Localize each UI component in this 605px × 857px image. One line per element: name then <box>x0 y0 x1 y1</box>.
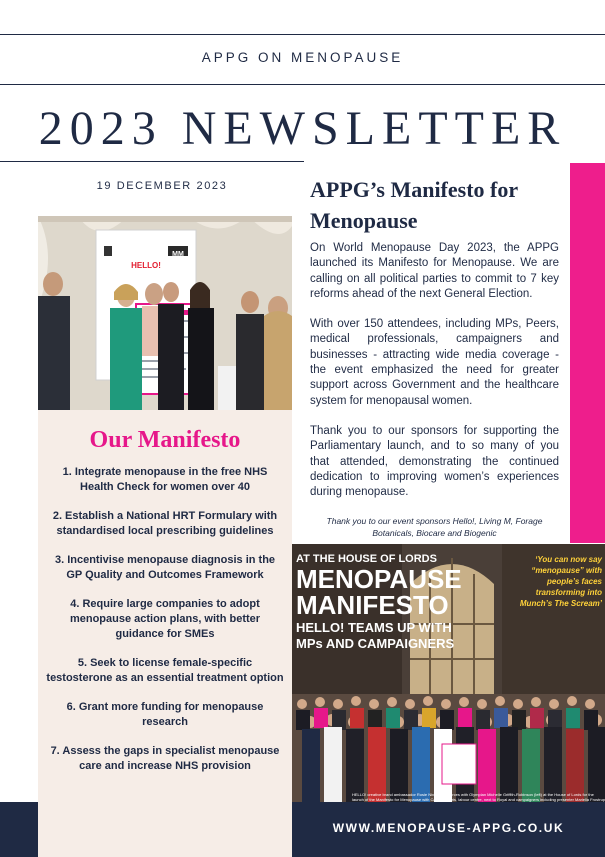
sponsors-note: Thank you to our event sponsors Hello!, Living M, Forage Botanicals, Biocare and Biogenic <box>326 516 543 538</box>
manifesto-item: 2. Establish a National HRT Formulary with standardised local prescribing guidelines <box>52 510 278 537</box>
clipping-line: AT THE HOUSE OF LORDS <box>296 553 437 565</box>
manifesto-list <box>46 465 284 788</box>
footer-left-block <box>0 802 38 857</box>
article-paragraph: Thank you to our sponsors for supporting the Parliamentary launch, and to so many of you that attended, demonstrating the continued dedication to improving women’s experiences during menopause. <box>310 424 559 499</box>
event-photo <box>38 216 292 410</box>
brand-mark: MM <box>172 251 184 258</box>
article-body <box>310 241 559 515</box>
manifesto-item: 3. Incentivise menopause diagnosis in the GP Quality and Outcomes Framework <box>54 554 276 581</box>
article-paragraph: On World Menopause Day 2023, the APPG launched its Manifesto for Menopause. We are calling on all political parties to commit to 7 key reforms ahead of the next General Election. <box>310 242 559 300</box>
clipping-line: MPs AND CAMPAIGNERS <box>296 636 455 651</box>
title-underline <box>0 161 304 162</box>
clipping-quote-line: “menopause” with <box>531 566 602 575</box>
manifesto-panel <box>38 410 292 857</box>
newsletter-title: 2023 NEWSLETTER <box>38 102 567 155</box>
manifesto-item: 1. Integrate menopause in the free NHS Health Check for women over 40 <box>62 466 268 493</box>
magazine-clipping <box>292 544 605 802</box>
hello-banner-text: HELLO! <box>131 261 161 270</box>
header-divider <box>0 84 605 85</box>
newsletter-kicker: APPG ON MENOPAUSE <box>201 50 404 65</box>
issue-date: 19 DECEMBER 2023 <box>96 180 228 192</box>
manifesto-item: 7. Assess the gaps in specialist menopause care and increase NHS provision <box>50 745 280 772</box>
manifesto-item: 6. Grant more funding for menopause research <box>66 701 264 728</box>
manifesto-heading: Our Manifesto <box>89 427 241 453</box>
manifesto-item: 5. Seek to license female-specific testosterone as an essential treatment option <box>46 657 284 684</box>
manifesto-item: 4. Require large companies to adopt menopause action plans, with better guidance for SMEs <box>69 598 261 640</box>
clipping-line: MANIFESTO <box>296 590 449 620</box>
clipping-line: HELLO! TEAMS UP WITH <box>296 620 452 635</box>
clipping-quote-line: ‘You can now say <box>535 555 602 564</box>
pink-accent-bar <box>570 163 605 543</box>
clipping-quote-line: Munch’s The Scream’ <box>519 599 602 608</box>
clipping-illustration <box>292 544 605 802</box>
clipping-caption: HELLO! creative brand ambassador Rosie Nixon joins forces with Olympian Michelle Griffith-Robinson (left) at the House of Lords for the launch of the Manifesto for Menopause with Carolyn Harris, labour centre, next to Royal and campaigners including presenter Mariella Frostrup <box>352 792 605 802</box>
event-photo-illustration <box>38 216 292 410</box>
clipping-line: MENOPAUSE <box>296 564 462 594</box>
website-link[interactable]: WWW.MENOPAUSE-APPG.CO.UK <box>332 821 565 835</box>
clipping-quote-line: people’s faces <box>547 577 602 586</box>
article-paragraph: With over 150 attendees, including MPs, Peers, medical professionals, campaigners and businesses - attracting wide media coverage - the event emphasized the need for greater support across Government and the healthcare system for menopausal women. <box>310 318 559 407</box>
article-heading: APPG’s Manifesto for Menopause <box>310 177 518 233</box>
top-divider <box>0 34 605 35</box>
clipping-quote-line: transforming into <box>535 588 602 597</box>
footer-bar <box>292 802 605 857</box>
